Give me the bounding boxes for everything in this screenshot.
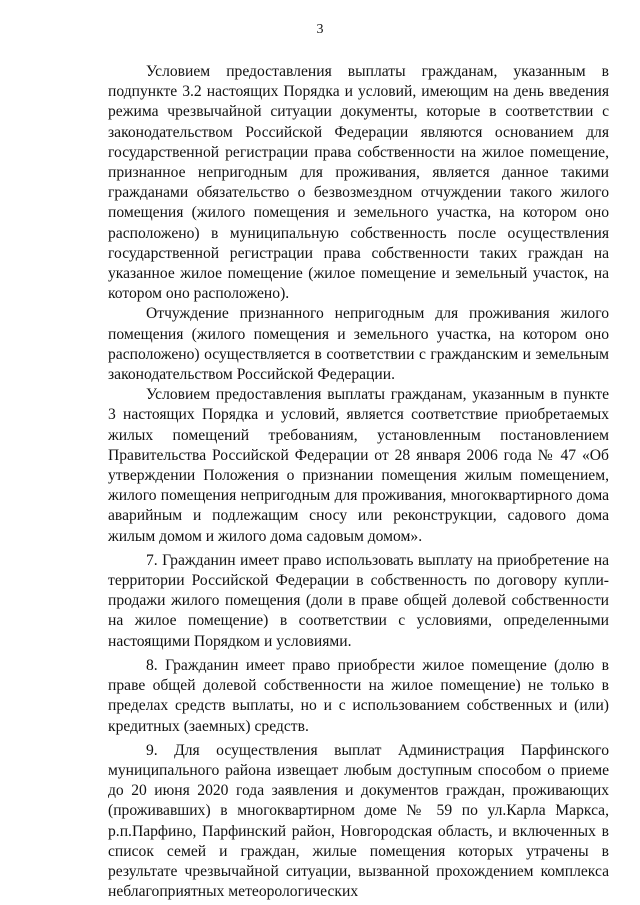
page-number: 3 — [316, 22, 324, 37]
paragraph-condition-3-2: Условием предоставления выплаты гражданам, указанным в подпункте 3.2 настоящих Порядка и условий, имеющим на день введения режима чрезвычайной ситуации документы, которые в соответствии с законодательством Российской Федерации являются основанием для государственной регистрации права собственности на жилое помещение, признанное непригодным для проживания, является данное такими гражданами обязательство о безвозмездном отчуждении такого жилого помещения (жилого помещения и земельного участка, на котором оно расположено) в муниципальную собственность после осуществления государственной регистрации права собственности таких граждан на указанное жилое помещение (жилое помещение и земельный участок, на котором оно расположено). — [108, 63, 609, 303]
paragraph-item-7: 7. Гражданин имеет право использовать выплату на приобретение на территории Российской Федерации в собственность по договору купли-продажи жилого помещения (доли в праве общей долевой собственности на жилое помещение) в соответствии с условиями, определенными настоящими Порядком и условиями. — [108, 551, 609, 650]
paragraph-condition-3: Условием предоставления выплаты гражданам, указанным в пункте 3 настоящих Порядка и условий, является соответствие приобретаемых жилых помещений требованиям, установленным постановлением Правительства Российской Федерации от 28 января 2006 года № 47 «Об утверждении Положения о признании помещения жилым помещением, жилого помещения непригодным для проживания, многоквартирного дома аварийным и подлежащим сносу или реконструкции, садового дома жилым домом и жилого дома садовым домом». — [108, 386, 609, 545]
paragraph-item-9: 9. Для осуществления выплат Администрация Парфинского муниципального района извещает любым доступным способом о приеме до 20 июня 2020 года заявления и документов граждан, проживающих (проживавших) в многоквартирном доме № 59 по ул.Карла Маркса, р.п.Парфино, Парфинский район, Новгородская область, и включенных в список семей и граждан, жилые помещения которых утрачены в результате чрезвычайной ситуации, вызванной прохождением комплекса неблагоприятных метеорологических — [108, 741, 609, 901]
paragraph-item-8: 8. Гражданин имеет право приобрести жилое помещение (долю в праве общей долевой собственности на жилое помещение) не только в пределах средств выплаты, но и с использованием собственных и (или) кредитных (заемных) средств. — [108, 656, 609, 735]
paragraph-alienation: Отчуждение признанного непригодным для проживания жилого помещения (жилого помещения и земельного участка, на котором оно расположено) осуществляется в соответствии с гражданским и земельным законодательством Российской Федерации. — [108, 305, 609, 384]
document-body — [108, 62, 609, 902]
